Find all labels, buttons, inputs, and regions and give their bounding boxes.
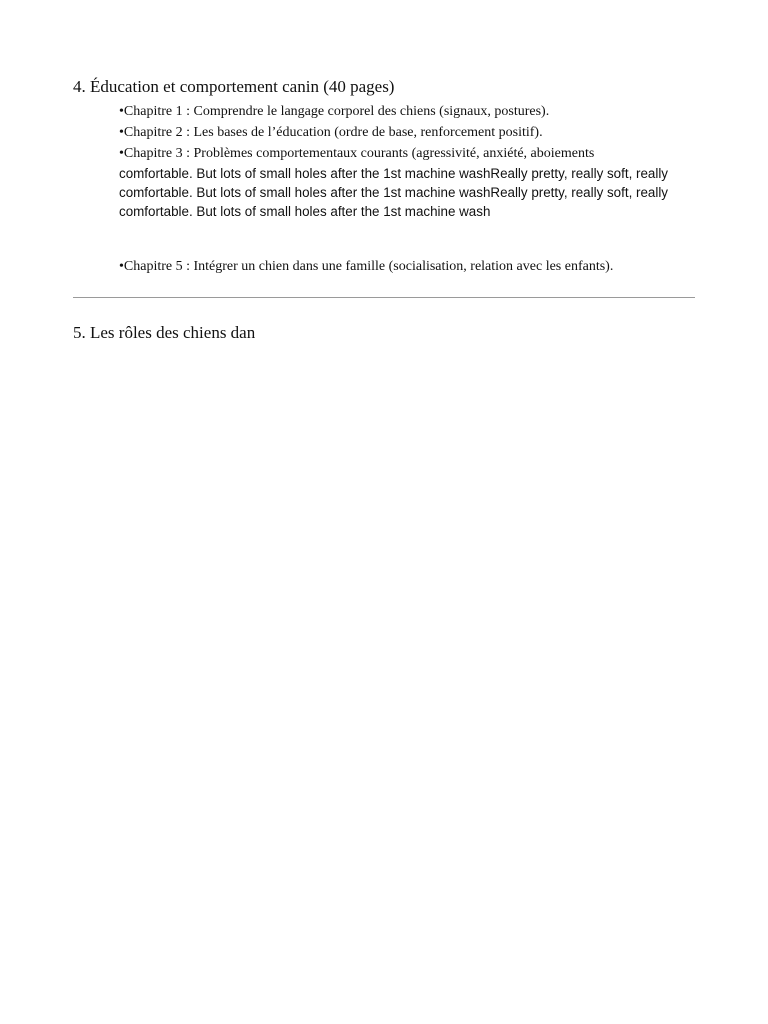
inserted-review-text: comfortable. But lots of small holes after the 1st machine washReally pretty, really soft, really comfortable. But lots of small holes after the 1st machine washReally pretty, really soft, really comfortable. But lots of small holes after the 1st machine wash (119, 166, 669, 219)
section-4-heading: 4. Éducation et comportement canin (40 pages) (73, 77, 395, 96)
section-divider (73, 297, 695, 298)
chapter-5-item: •Chapitre 5 : Intégrer un chien dans une famille (socialisation, relation avec les enfants). (119, 259, 614, 274)
section-5-heading: 5. Les rôles des chiens dan (73, 323, 256, 342)
chapter-2-item: •Chapitre 2 : Les bases de l’éducation (ordre de base, renforcement positif). (119, 125, 543, 140)
chapter-1-item: •Chapitre 1 : Comprendre le langage corporel des chiens (signaux, postures). (119, 104, 550, 119)
chapter-3-item: •Chapitre 3 : Problèmes comportementaux courants (agressivité, anxiété, aboiements (119, 146, 595, 161)
